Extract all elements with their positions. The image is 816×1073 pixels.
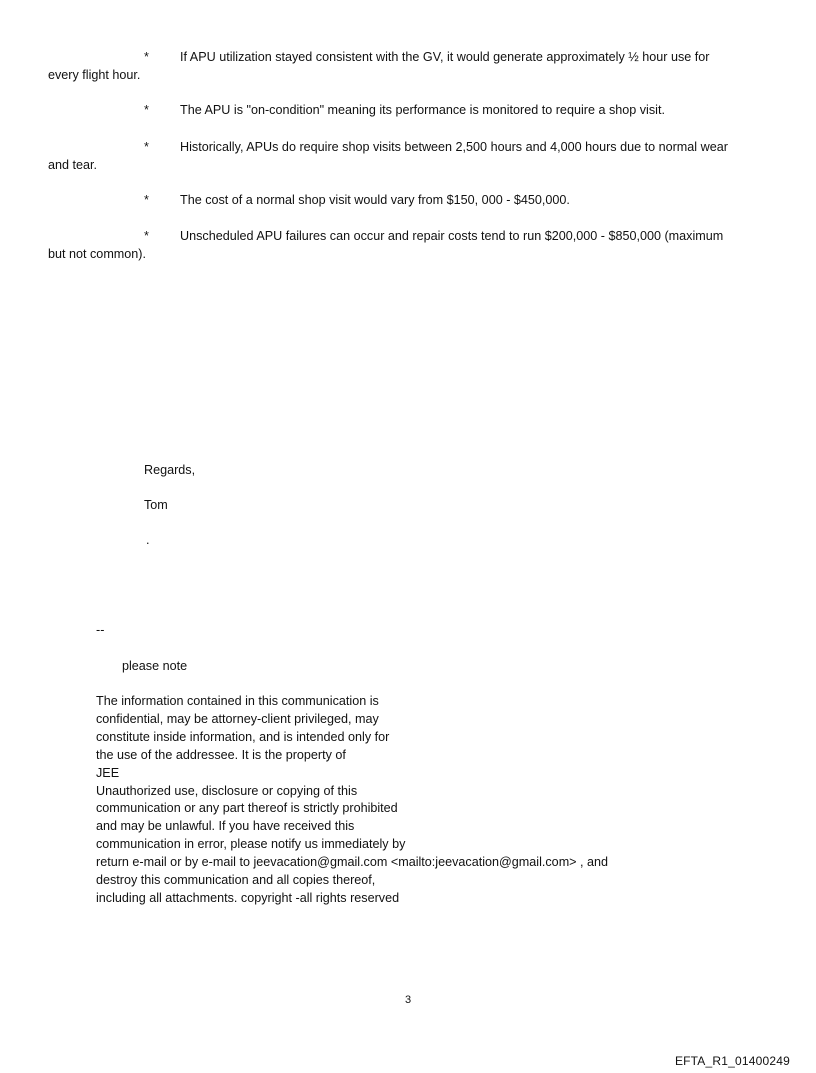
bullet-item (48, 101, 788, 119)
bullet-marker: * (144, 140, 149, 154)
document-id: EFTA_R1_01400249 (674, 1054, 790, 1068)
footer-separator: -- (96, 623, 105, 637)
bullet-text: The APU is "on-condition" meaning its performance is monitored to require a shop visit. (180, 103, 665, 117)
bullet-marker: * (144, 50, 149, 64)
bullet-item (48, 191, 788, 209)
bullet-text: Unscheduled APU failures can occur and repair costs tend to run $200,000 - $850,000 (maximum (180, 229, 724, 243)
bullet-text: If APU utilization stayed consistent with the GV, it would generate approximately ½ hour use for (180, 50, 710, 64)
bullet-text: The cost of a normal shop visit would vary from $150, 000 - $450,000. (180, 193, 570, 207)
bullet-continuation: and tear. (48, 158, 98, 172)
disclaimer-line: Unauthorized use, disclosure or copying of this (96, 783, 358, 798)
signature-closing: Regards, (144, 463, 196, 477)
bullet-text: Historically, APUs do require shop visits between 2,500 hours and 4,000 hours due to normal wear (180, 140, 728, 154)
bullet-continuation: but not common). (48, 247, 146, 261)
bullet-item (48, 138, 788, 174)
disclaimer-line: confidential, may be attorney-client privileged, may (96, 711, 379, 726)
disclaimer-line: and may be unlawful. If you have received this (96, 819, 355, 834)
disclaimer-line: return e-mail or by e-mail to jeevacation@gmail.com <mailto:jeevacation@gmail.com> , and (96, 855, 609, 870)
disclaimer-line: communication in error, please notify us immediately by (96, 837, 406, 852)
disclaimer-block (96, 693, 716, 908)
disclaimer-line: communication or any part thereof is strictly prohibited (96, 801, 398, 816)
signature-dot: . (146, 533, 150, 547)
page-number: 3 (404, 994, 412, 1006)
bullet-item (48, 227, 788, 263)
bullet-marker: * (144, 229, 149, 243)
disclaimer-line: The information contained in this communication is (96, 694, 379, 708)
bullet-continuation: every flight hour. (48, 68, 141, 82)
disclaimer-line: destroy this communication and all copies thereof, (96, 873, 376, 888)
note-heading: please note (122, 659, 188, 673)
bullet-marker: * (144, 103, 149, 117)
disclaimer-line: constitute inside information, and is intended only for (96, 729, 390, 744)
signature-name: Tom (144, 498, 168, 512)
disclaimer-line: the use of the addressee. It is the property of (96, 747, 346, 762)
disclaimer-line: JEE (96, 765, 120, 780)
disclaimer-line: including all attachments. copyright -all rights reserved (96, 890, 400, 905)
bullet-item (48, 48, 788, 84)
bullet-marker: * (144, 193, 149, 207)
